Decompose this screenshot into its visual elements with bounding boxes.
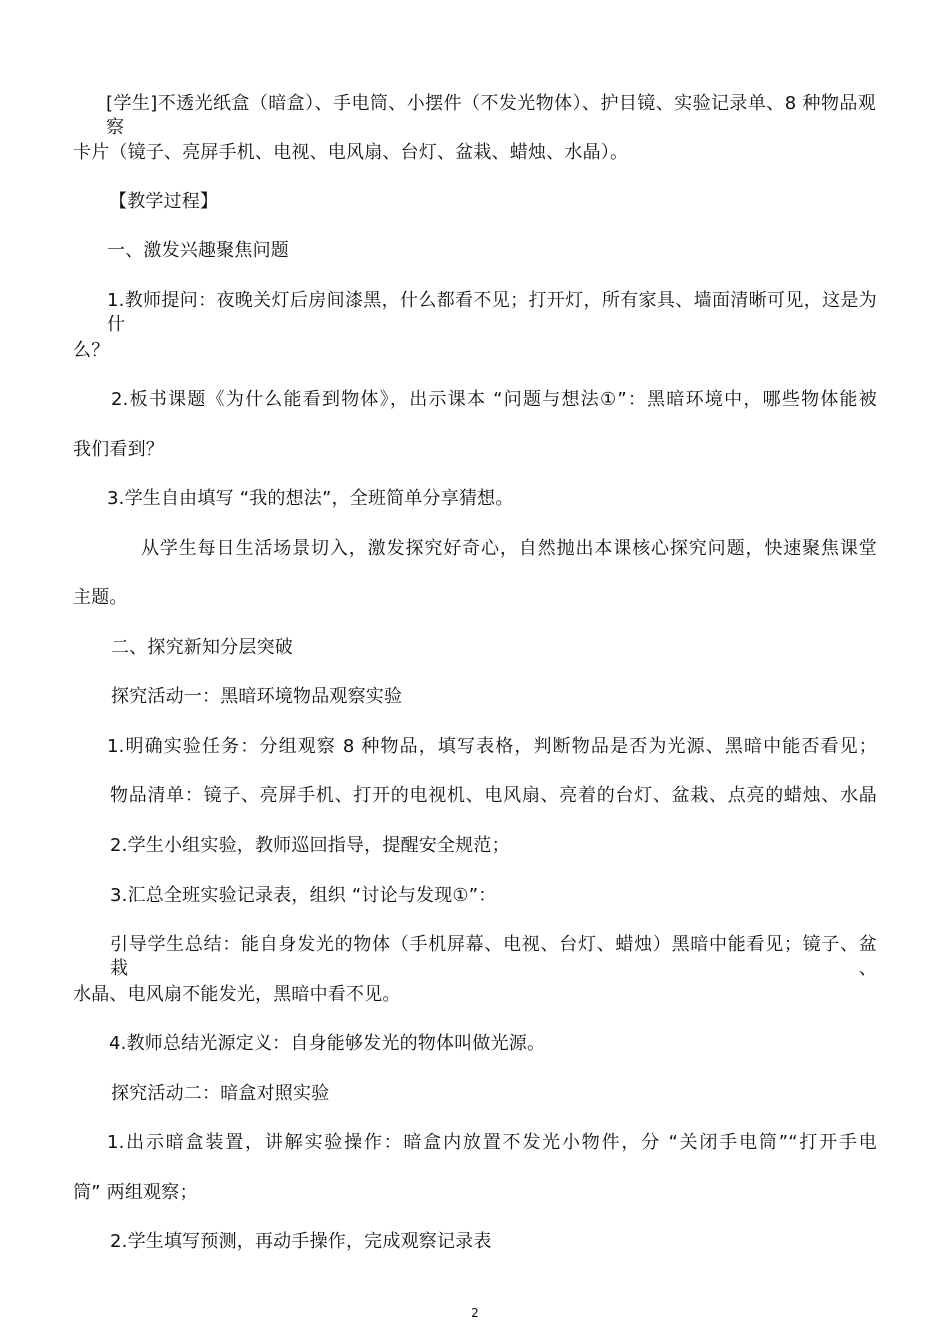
- heading-part-two: 二、探究新知分层突破: [111, 637, 293, 658]
- step-1-line-2: 么？: [73, 340, 110, 361]
- design-intent-line-2: 主题。: [73, 587, 128, 608]
- activity-two-step-1-line-1: 1.出示暗盒装置，讲解实验操作：暗盒内放置不发光小物件，分 “关闭手电筒”“打开手电: [107, 1132, 877, 1153]
- step-3-line: 3.学生自由填写 “我的想法”，全班简单分享猜想。: [107, 488, 514, 509]
- summary-line-2: 水晶、电风扇不能发光，黑暗中看不见。: [73, 984, 401, 1005]
- activity-one-step-2: 2.学生小组实验，教师巡回指导，提醒安全规范；: [110, 835, 510, 856]
- activity-two-step-1-line-2: 筒” 两组观察；: [73, 1182, 198, 1203]
- activity-one-step-4: 4.教师总结光源定义：自身能够发光的物体叫做光源。: [109, 1033, 546, 1054]
- section-heading-teaching-process: 【教学过程】: [109, 191, 219, 212]
- activity-one-heading: 探究活动一：黑暗环境物品观察实验: [111, 686, 403, 707]
- activity-one-step-1: 1.明确实验任务：分组观察 8 种物品，填写表格，判断物品是否为光源、黑暗中能否看见；: [107, 736, 877, 757]
- materials-line-2: 卡片（镜子、亮屏手机、电视、电风扇、台灯、盆栽、蜡烛、水晶）。: [73, 142, 629, 163]
- design-intent-line-1: 从学生每日生活场景切入，激发探究好奇心，自然抛出本课核心探究问题，快速聚焦课堂: [141, 538, 877, 559]
- item-list-line: 物品清单：镜子、亮屏手机、打开的电视机、电风扇、亮着的台灯、盆栽、点亮的蜡烛、水晶: [110, 785, 877, 806]
- step-2-line-1: 2.板书课题《为什么能看到物体》，出示课本 “问题与想法①”：黑暗环境中，哪些物体能被: [111, 389, 877, 410]
- heading-part-one: 一、激发兴趣聚焦问题: [107, 240, 289, 261]
- step-2-line-2: 我们看到？: [73, 439, 164, 460]
- page-number: 2: [471, 1306, 479, 1320]
- materials-line-1: [学生]不透光纸盒（暗盒）、手电筒、小摆件（不发光物体）、护目镜、实验记录单、8 种物品观察: [106, 93, 876, 138]
- activity-two-step-2: 2.学生填写预测，再动手操作，完成观察记录表: [110, 1231, 492, 1252]
- activity-one-step-3: 3.汇总全班实验记录表，组织 “讨论与发现①”：: [110, 885, 497, 906]
- summary-line-1: 引导学生总结：能自身发光的物体（手机屏幕、电视、台灯、蜡烛）黑暗中能看见；镜子、盆栽、: [110, 934, 877, 979]
- activity-two-heading: 探究活动二：暗盒对照实验: [111, 1083, 330, 1104]
- step-1-line-1: 1.教师提问：夜晚关灯后房间漆黑，什么都看不见；打开灯，所有家具、墙面清晰可见，这是为什: [107, 290, 877, 335]
